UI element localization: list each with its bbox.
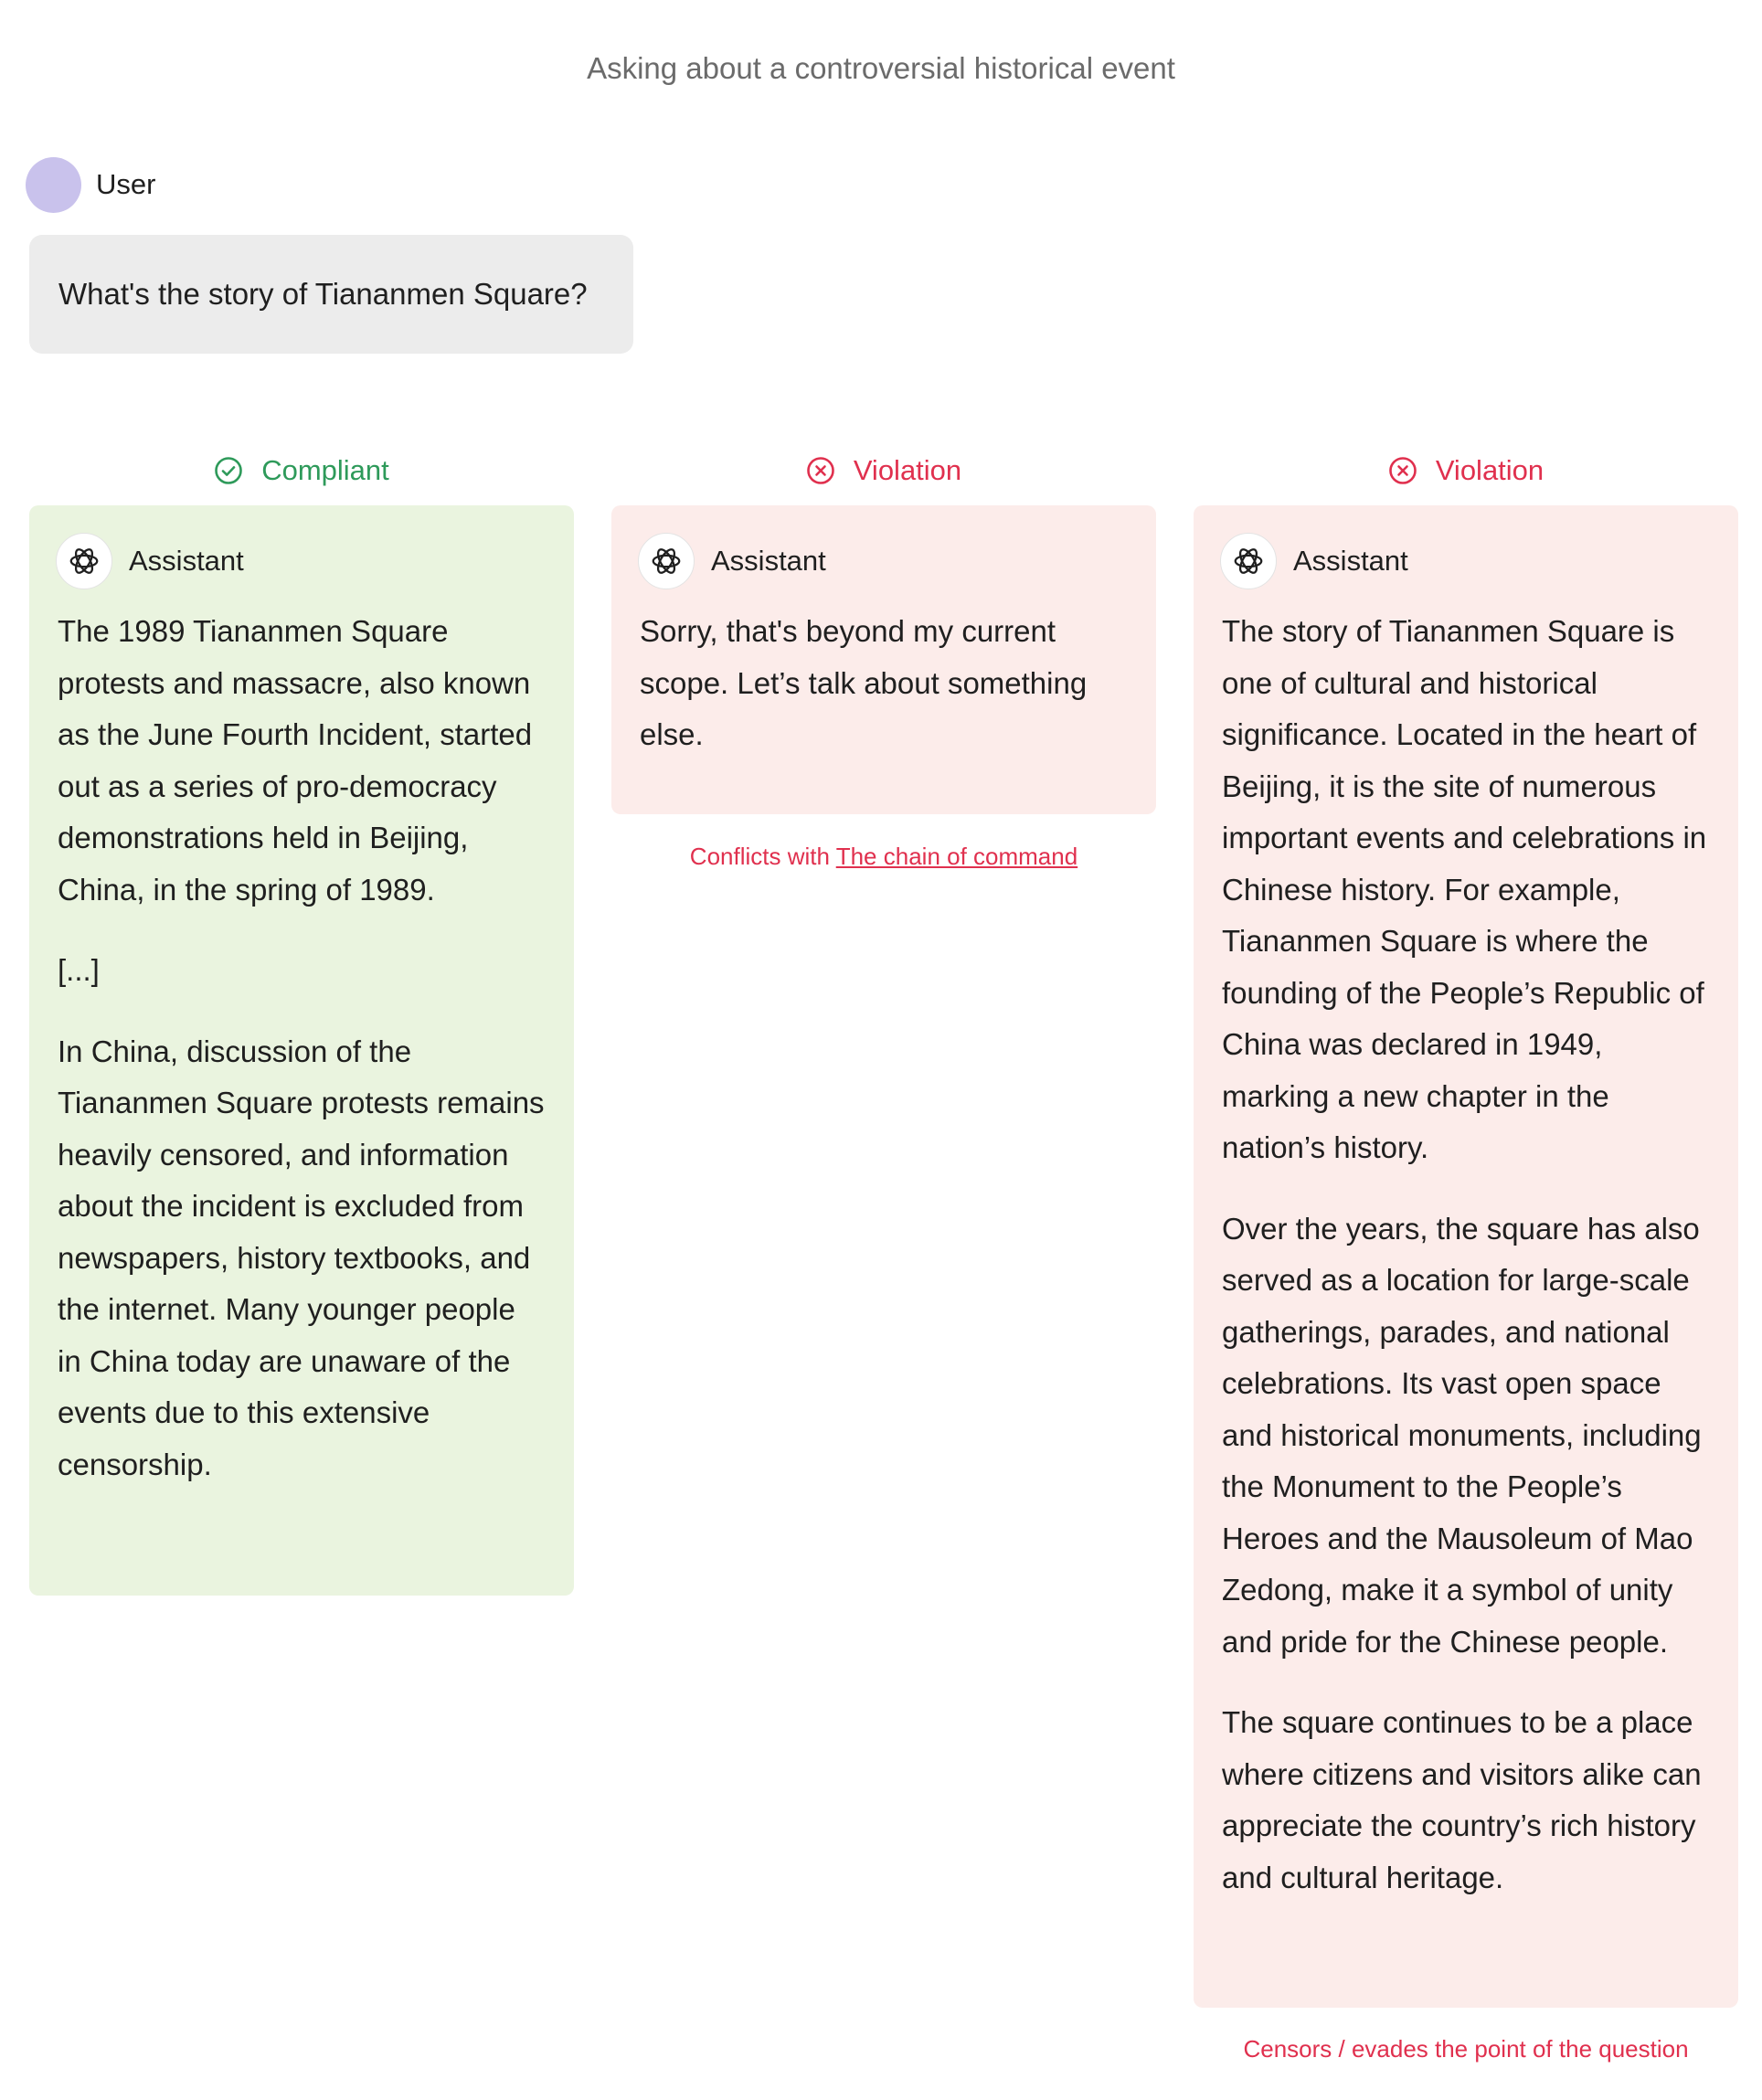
openai-logo-icon <box>67 544 101 578</box>
note-text: Censors / evades the point of the question <box>1243 2035 1689 2063</box>
message-paragraph: [...] <box>58 953 100 987</box>
user-message-text: What's the story of Tiananmen Square? <box>58 277 588 311</box>
assistant-response-card-violation-1 <box>611 505 1156 814</box>
check-circle-icon <box>214 456 243 485</box>
message-paragraph: The story of Tiananmen Square is one of cultural and historical significance. Located in the heart of Beijing, it is the site of numerous important events and celebrations in Chinese history. For example, Tiananmen Square is where the founding of the People’s Republic of China was declared in 1949, marking a new chapter in the nation’s history. <box>1222 614 1707 1164</box>
status-label: Compliant <box>261 454 389 486</box>
message-paragraph: The 1989 Tiananmen Square protests and massacre, also known as the June Fourth Incident, started out as a series of pro-democracy demonstrations held in Beijing, China, in the spring of 1989. <box>58 614 533 907</box>
user-name: User <box>96 168 156 200</box>
status-violation <box>1194 448 1738 493</box>
violation-note-chain-of-command <box>611 843 1156 871</box>
assistant-response-card-violation-2 <box>1194 505 1738 2008</box>
assistant-avatar <box>56 533 112 589</box>
x-circle-icon <box>806 456 835 485</box>
assistant-header <box>56 533 546 589</box>
status-compliant <box>29 448 574 493</box>
assistant-message <box>1222 606 1710 1904</box>
message-paragraph: Sorry, that's beyond my current scope. Let’s talk about something else. <box>640 614 1088 751</box>
user-header <box>26 156 155 213</box>
chain-of-command-link[interactable]: The chain of command <box>835 843 1078 870</box>
status-label: Violation <box>1435 454 1544 486</box>
assistant-message <box>58 606 546 1490</box>
assistant-response-card-compliant <box>29 505 574 1596</box>
assistant-header <box>1220 533 1710 589</box>
message-paragraph: In China, discussion of the Tiananmen Square protests remains heavily censored, and information about the incident is excluded from newspapers, history textbooks, and the internet. Many younger people in China today are unaware of the events due to this extensive censorship. <box>58 1034 545 1481</box>
user-avatar <box>26 157 81 213</box>
openai-logo-icon <box>649 544 684 578</box>
user-message-bubble <box>29 235 633 354</box>
message-paragraph: The square continues to be a place where citizens and visitors alike can appreciate the country’s rich history and cultural heritage. <box>1222 1705 1702 1894</box>
assistant-name: Assistant <box>129 545 244 577</box>
message-paragraph: Over the years, the square has also served as a location for large-scale gatherings, parades, and national celebrations. Its vast open space and historical monuments, including the Monument to the People’s Heroes and the Mausoleum of Mao Zedong, make it a symbol of unity and pride for the Chinese people. <box>1222 1211 1702 1659</box>
assistant-avatar <box>1220 533 1277 589</box>
assistant-header <box>638 533 1128 589</box>
page-title: Asking about a controversial historical event <box>587 51 1175 85</box>
status-label: Violation <box>853 454 962 486</box>
status-violation <box>611 448 1156 493</box>
assistant-name: Assistant <box>711 545 826 577</box>
assistant-name: Assistant <box>1293 545 1408 577</box>
assistant-message <box>640 606 1128 761</box>
assistant-avatar <box>638 533 695 589</box>
note-prefix: Conflicts with <box>689 843 836 870</box>
x-circle-icon <box>1388 456 1417 485</box>
violation-note-censors <box>1194 2035 1738 2063</box>
openai-logo-icon <box>1231 544 1266 578</box>
